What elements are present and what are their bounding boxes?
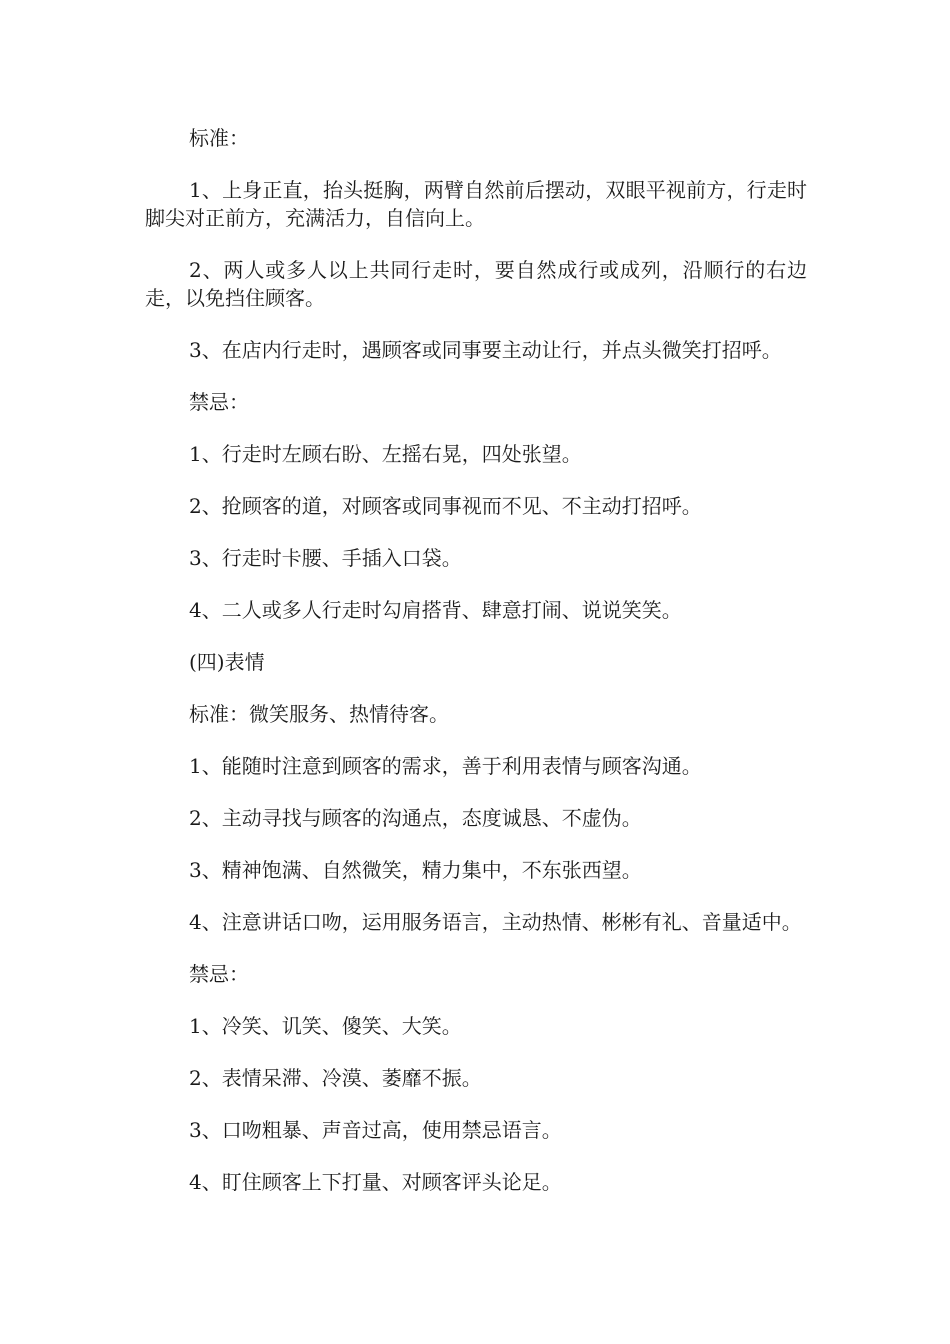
taboo-item-4: 4、二人或多人行走时勾肩搭背、肆意打闹、说说笑笑。	[189, 598, 682, 622]
standard-item-1: 1、上身正直，抬头挺胸，两臂自然前后摆动，双眼平视前方，行走时脚尖对正前方，充满活力，自信向上。	[145, 178, 807, 230]
expression-standard-item-2: 2、主动寻找与顾客的沟通点，态度诚恳、不虚伪。	[189, 806, 642, 830]
expression-taboo-item-2: 2、表情呆滞、冷漠、萎靡不振。	[189, 1066, 482, 1090]
expression-standard-item-1: 1、能随时注意到顾客的需求，善于利用表情与顾客沟通。	[189, 754, 702, 778]
document-page	[145, 124, 807, 1220]
expression-taboo-heading: 禁忌：	[189, 962, 249, 986]
expression-taboo-item-1: 1、冷笑、讥笑、傻笑、大笑。	[189, 1014, 462, 1038]
taboo-item-1: 1、行走时左顾右盼、左摇右晃，四处张望。	[189, 442, 582, 466]
standard-item-2: 2、两人或多人以上共同行走时，要自然成行或成列，沿顺行的右边走，以免挡住顾客。	[145, 258, 807, 310]
expression-standard-item-3: 3、精神饱满、自然微笑，精力集中，不东张西望。	[189, 858, 642, 882]
section-heading-expression: (四)表情	[189, 650, 265, 674]
standard-heading: 标准：	[189, 126, 249, 150]
expression-standard-item-4: 4、注意讲话口吻，运用服务语言，主动热情、彬彬有礼、音量适中。	[189, 910, 802, 934]
expression-taboo-item-3: 3、口吻粗暴、声音过高，使用禁忌语言。	[189, 1118, 562, 1142]
standard-item-3: 3、在店内行走时，遇顾客或同事要主动让行，并点头微笑打招呼。	[189, 338, 782, 362]
taboo-heading: 禁忌：	[189, 390, 249, 414]
expression-standard-heading: 标准：微笑服务、热情待客。	[189, 702, 449, 726]
expression-taboo-item-4: 4、盯住顾客上下打量、对顾客评头论足。	[189, 1170, 562, 1194]
taboo-item-3: 3、行走时卡腰、手插入口袋。	[189, 546, 462, 570]
taboo-item-2: 2、抢顾客的道，对顾客或同事视而不见、不主动打招呼。	[189, 494, 702, 518]
